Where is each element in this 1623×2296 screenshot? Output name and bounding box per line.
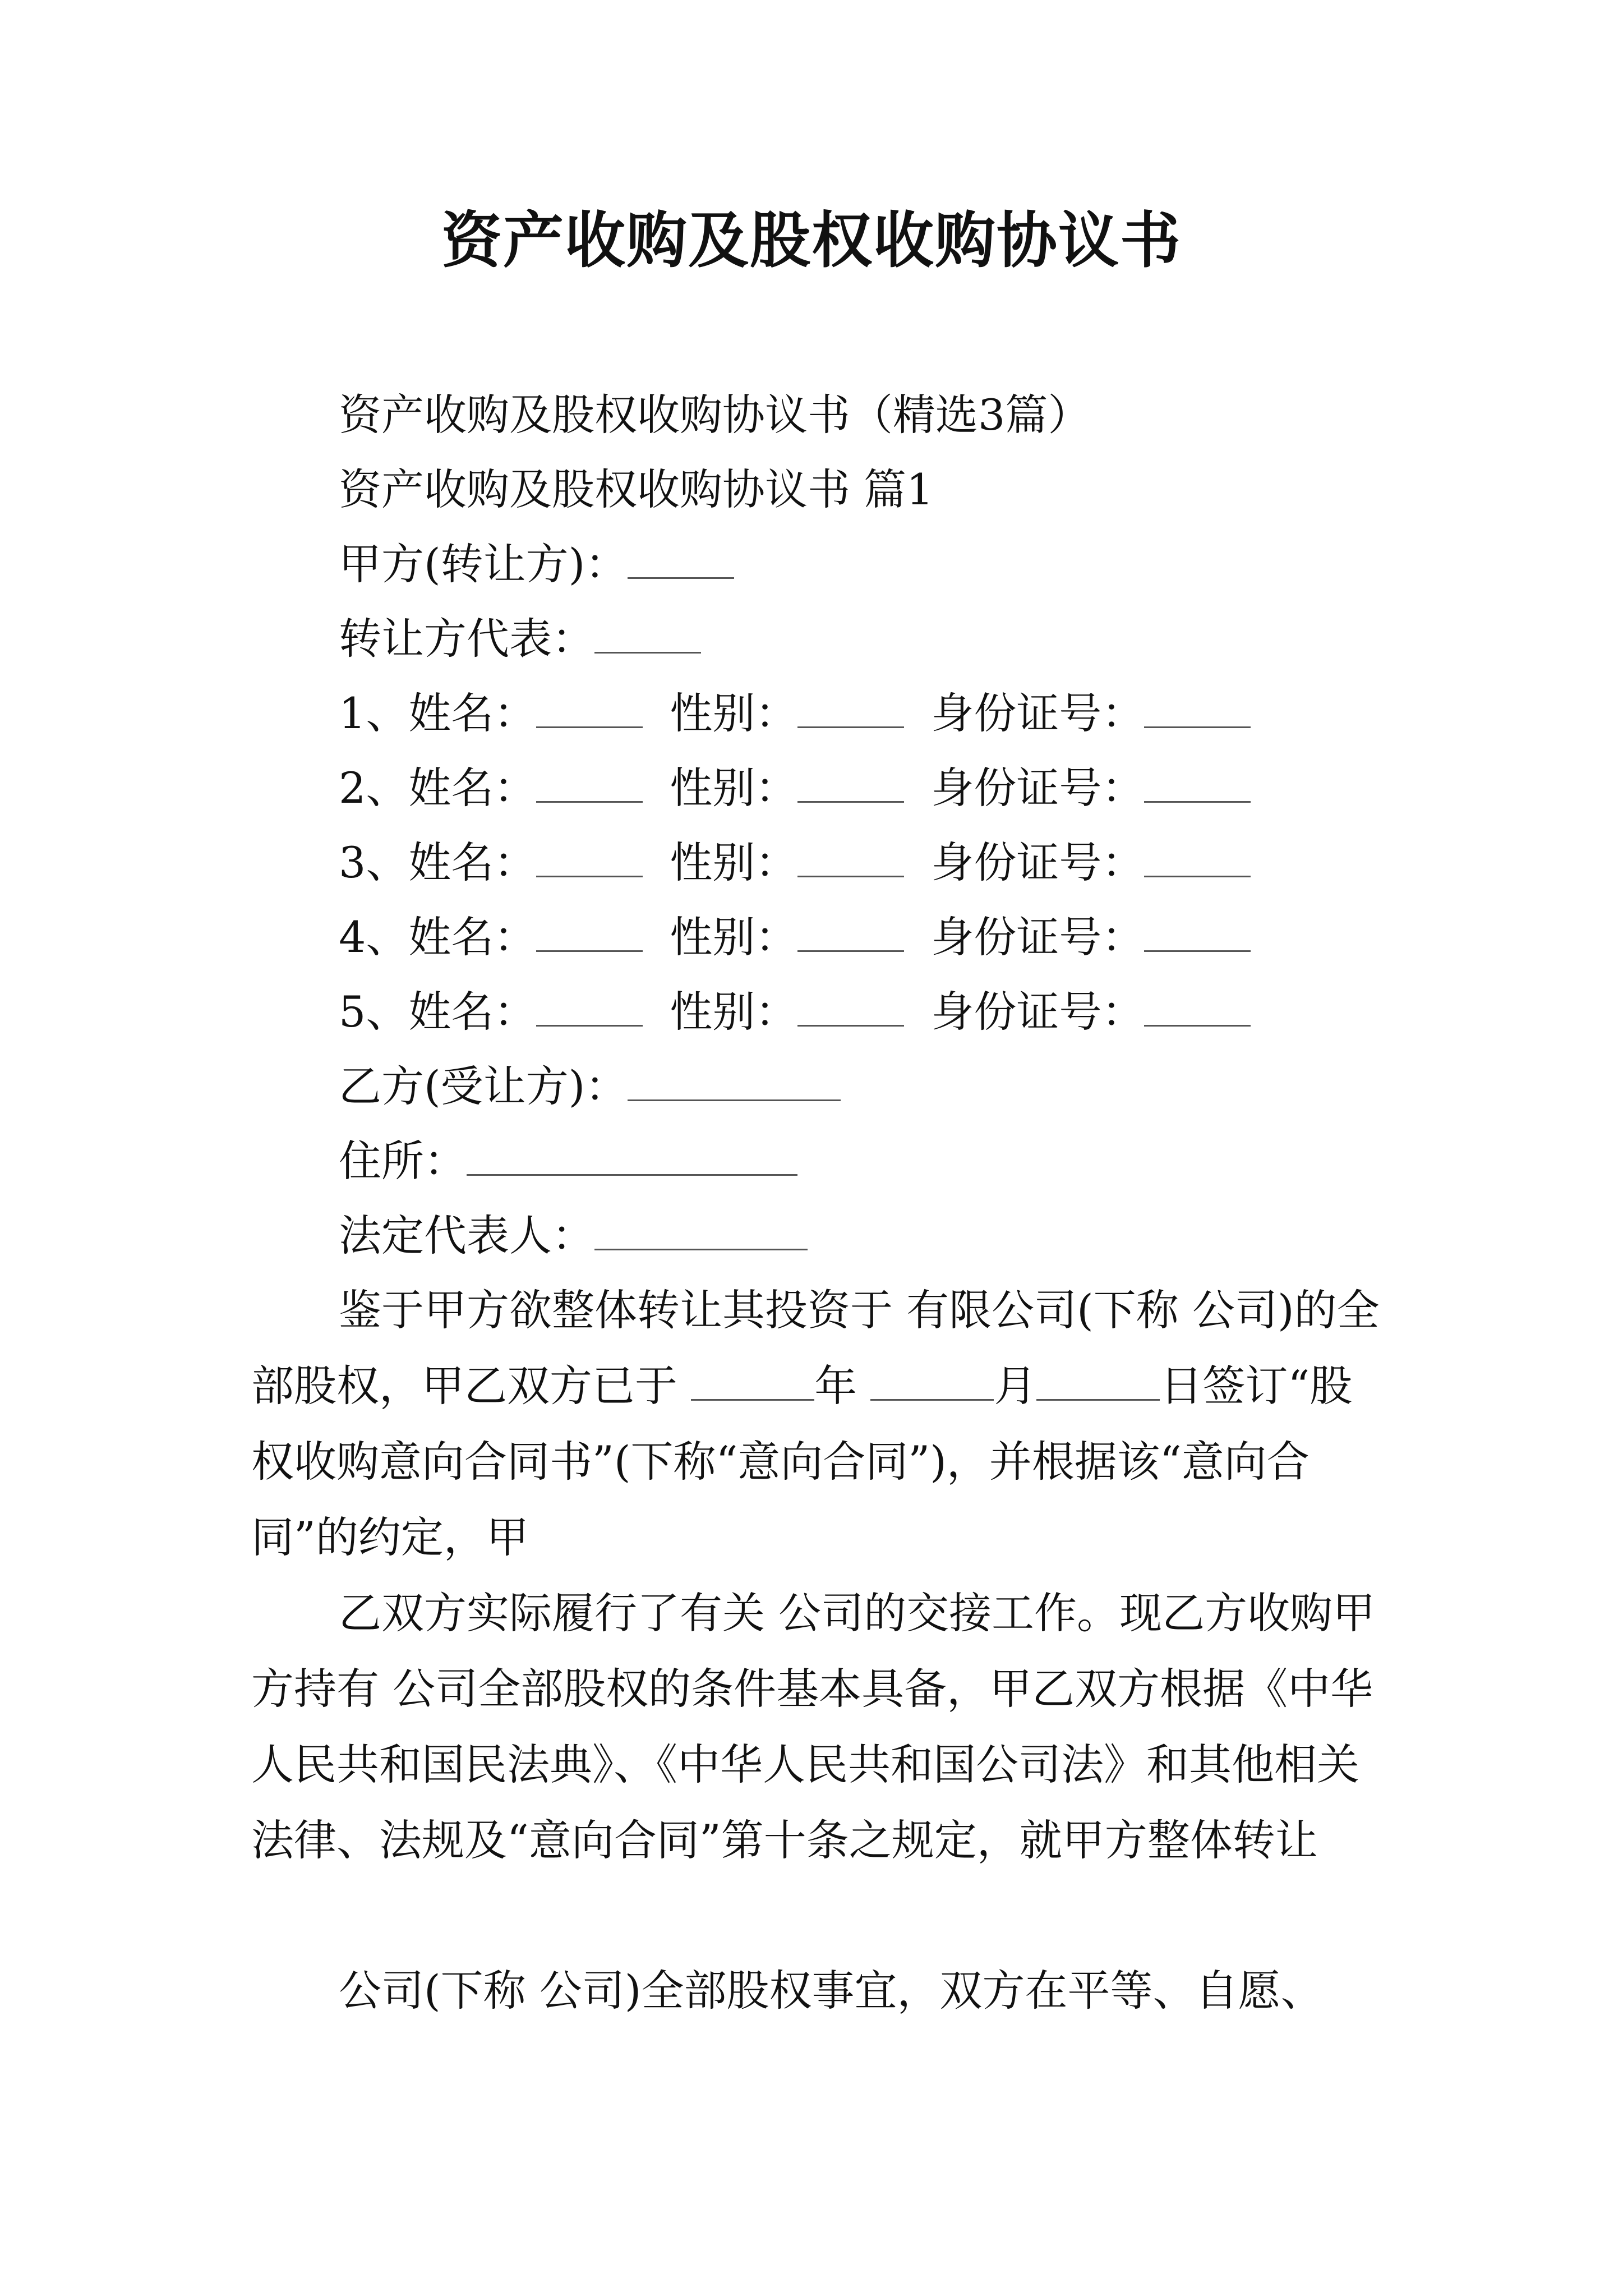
month-blank xyxy=(870,1360,994,1401)
address-blank xyxy=(467,1135,797,1176)
party-a-blank xyxy=(628,538,734,579)
rep-name-label: 1、姓名： xyxy=(339,688,537,738)
rep-id-label: 身份证号： xyxy=(931,838,1145,887)
rep-gender-blank xyxy=(797,911,904,952)
document-subtitle: 资产收购及股权收购协议书（精选3篇） xyxy=(339,390,1091,440)
rep-gender-blank xyxy=(797,986,904,1027)
rep-id-blank xyxy=(1144,687,1251,728)
party-b-blank xyxy=(628,1060,841,1101)
paragraph-1-text-b: 日签订“股权收购意向合同书”(下称“意向合同”)，并根据该“意向合同”的约定，甲 xyxy=(251,1361,1353,1562)
rep-row xyxy=(339,760,1251,816)
rep-gender-blank xyxy=(797,762,904,803)
rep-gender-label: 性别： xyxy=(670,763,798,813)
rep-name-blank xyxy=(536,911,643,952)
rep-row xyxy=(339,984,1251,1040)
legal-rep-label: 法定代表人： xyxy=(339,1211,594,1260)
day-blank xyxy=(1036,1360,1160,1401)
rep-id-label: 身份证号： xyxy=(931,763,1145,813)
rep-gender-blank xyxy=(797,687,904,728)
rep-id-blank xyxy=(1144,986,1251,1027)
paragraph-3-text: 公司(下称 公司)全部股权事宜，双方在平等、自愿、 xyxy=(339,1966,1324,2016)
transferor-rep-row xyxy=(339,611,701,667)
rep-name-label: 3、姓名： xyxy=(339,838,537,887)
rep-name-label: 4、姓名： xyxy=(339,912,537,962)
document-title: 资产收购及股权收购协议书 xyxy=(441,206,1182,276)
rep-id-label: 身份证号： xyxy=(931,912,1145,962)
rep-row xyxy=(339,835,1251,891)
rep-gender-blank xyxy=(797,836,904,877)
paragraph-3 xyxy=(251,1953,1384,2028)
paragraph-1 xyxy=(251,1272,1384,1575)
transferor-rep-label: 转让方代表： xyxy=(339,614,594,664)
rep-id-label: 身份证号： xyxy=(931,987,1145,1037)
rep-name-blank xyxy=(536,836,643,877)
transferor-rep-blank xyxy=(594,613,701,654)
rep-row xyxy=(339,685,1251,742)
rep-id-blank xyxy=(1144,836,1251,877)
paragraph-2-text: 乙双方实际履行了有关 公司的交接工作。现乙方收购甲方持有 公司全部股权的条件基本具备，甲乙双方根据《中华人民共和国民法典》、《中华人民共和国公司法》和其他相关法律、法规及“意向合同”第十条之规定，就甲方整体转让 xyxy=(251,1588,1376,1865)
rep-name-label: 5、姓名： xyxy=(339,987,537,1037)
rep-name-blank xyxy=(536,762,643,803)
party-b-row xyxy=(339,1059,841,1115)
paragraph-1-text-a: 鉴于甲方欲整体转让其投资于 有限公司(下称 公司)的全部股权，甲乙双方已于 xyxy=(251,1285,1380,1411)
month-label: 月 xyxy=(994,1361,1037,1411)
party-b-label: 乙方(受让方)： xyxy=(339,1061,628,1111)
rep-name-blank xyxy=(536,986,643,1027)
year-blank xyxy=(691,1360,814,1401)
address-label: 住所： xyxy=(339,1136,467,1186)
legal-rep-blank xyxy=(594,1209,808,1250)
address-row xyxy=(339,1133,797,1189)
party-a-row xyxy=(339,536,734,592)
rep-gender-label: 性别： xyxy=(670,688,798,738)
party-a-label: 甲方(转让方)： xyxy=(339,539,628,589)
rep-name-label: 2、姓名： xyxy=(339,763,537,813)
section-heading: 资产收购及股权收购协议书 篇1 xyxy=(339,464,934,514)
rep-row xyxy=(339,909,1251,965)
rep-id-blank xyxy=(1144,911,1251,952)
rep-gender-label: 性别： xyxy=(670,987,798,1037)
rep-name-blank xyxy=(536,687,643,728)
legal-rep-row xyxy=(339,1208,808,1264)
rep-id-label: 身份证号： xyxy=(931,688,1145,738)
rep-gender-label: 性别： xyxy=(670,838,798,887)
rep-id-blank xyxy=(1144,762,1251,803)
rep-gender-label: 性别： xyxy=(670,912,798,962)
paragraph-2 xyxy=(251,1575,1384,1878)
year-label: 年 xyxy=(814,1361,871,1411)
